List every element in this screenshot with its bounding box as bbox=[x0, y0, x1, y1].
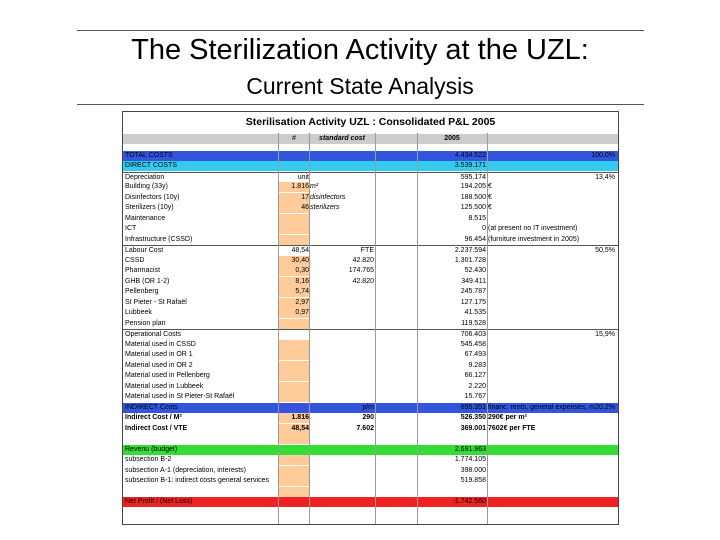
cell-unit bbox=[278, 382, 309, 392]
cell-value-2005: 8.515 bbox=[468, 214, 486, 222]
cell-unit bbox=[278, 214, 309, 224]
cell-standard-cost: 174.765 bbox=[348, 267, 374, 274]
cell-value-2005: 67.493 bbox=[464, 351, 486, 358]
cell-label: Revenu (budget) bbox=[125, 445, 178, 453]
cell-label: subsection B-2 bbox=[125, 456, 172, 463]
cell-percent bbox=[571, 319, 615, 329]
table-row bbox=[123, 287, 618, 297]
cell-percent: 15,9% bbox=[595, 331, 615, 338]
cell-value-2005: 4.434.522 bbox=[454, 151, 486, 159]
cell-value-2005: 245.787 bbox=[460, 288, 486, 295]
cell-value-2005: 52.430 bbox=[464, 267, 486, 274]
cell-value-2005: 119.528 bbox=[461, 319, 486, 327]
slide-subtitle: Current State Analysis bbox=[246, 73, 474, 99]
cell-unit bbox=[278, 235, 309, 245]
cell-note bbox=[488, 151, 568, 161]
cell-label: Material used in Pellenberg bbox=[125, 372, 210, 379]
cell-note bbox=[488, 445, 568, 455]
table-row bbox=[123, 361, 618, 371]
cell-percent bbox=[571, 298, 615, 308]
cell-percent bbox=[571, 266, 615, 276]
cell-label: Lubbeek bbox=[125, 309, 152, 316]
cell-value-2005: 125.500 bbox=[460, 204, 486, 211]
cell-note bbox=[488, 161, 568, 171]
table-row bbox=[123, 151, 618, 161]
cell-note bbox=[488, 298, 568, 308]
cell-label: Operational Costs bbox=[125, 331, 182, 338]
cell-percent bbox=[571, 214, 615, 224]
cell-unit: 30,40 bbox=[278, 256, 309, 266]
cell-percent: 50,5% bbox=[595, 247, 615, 254]
cell-value-2005: 2.237.594 bbox=[454, 247, 486, 254]
cell-note bbox=[488, 455, 568, 465]
top-rule bbox=[77, 30, 644, 31]
cell-standard-cost bbox=[310, 361, 374, 371]
table-row bbox=[123, 319, 618, 329]
cell-standard-cost bbox=[310, 161, 374, 171]
cell-label: Material used in Lubbeek bbox=[125, 382, 204, 390]
table-row bbox=[123, 256, 618, 266]
table-row bbox=[123, 235, 618, 245]
cell-label bbox=[125, 487, 278, 497]
cell-percent: 13,4% bbox=[595, 173, 615, 181]
cell-unit: 48,54 bbox=[291, 247, 309, 254]
cell-percent bbox=[571, 382, 615, 392]
table-row bbox=[123, 392, 618, 402]
table-row bbox=[123, 424, 618, 434]
cell-note bbox=[488, 497, 568, 507]
cell-unit: 0,97 bbox=[278, 308, 309, 318]
cell-value-2005: 41.535 bbox=[464, 309, 486, 316]
cell-percent bbox=[571, 277, 615, 287]
cell-value-2005: 127.175 bbox=[460, 298, 486, 306]
cell-note: 7602€ per FTE bbox=[488, 424, 536, 432]
cell-percent bbox=[571, 350, 615, 360]
cell-standard-cost bbox=[310, 476, 374, 486]
cell-note: financ. rents, general expenses, m bbox=[488, 403, 596, 411]
grid-line bbox=[375, 133, 376, 524]
cell-note bbox=[488, 340, 568, 350]
cell-label: Material used in OR 2 bbox=[125, 361, 193, 369]
cell-percent bbox=[571, 497, 615, 507]
cell-label: CSSD bbox=[125, 256, 145, 264]
cell-value-2005: 9.283 bbox=[468, 361, 486, 369]
cell-standard-cost bbox=[310, 151, 374, 161]
table-row bbox=[123, 340, 618, 350]
cell-percent bbox=[571, 434, 615, 444]
cell-standard-cost bbox=[310, 455, 374, 465]
cell-value-2005: 595.174 bbox=[460, 173, 486, 181]
cell-note bbox=[488, 466, 568, 476]
cell-standard-cost bbox=[310, 466, 374, 476]
cell-label: Disinfectors (10y) bbox=[125, 193, 180, 201]
cell-unit: unit bbox=[297, 173, 309, 181]
cell-label: subsection B-1: indirect costs general services bbox=[125, 477, 269, 484]
cell-label bbox=[125, 434, 278, 444]
slide-title: The Sterilization Activity at the UZL: bbox=[131, 34, 589, 66]
cell-label: Sterilizers (10y) bbox=[125, 204, 174, 211]
cell-label: Material used in CSSD bbox=[125, 340, 196, 348]
table-row bbox=[123, 182, 618, 192]
cell-value-2005: 706.403 bbox=[460, 331, 486, 338]
cell-value-2005: 526.350 bbox=[460, 414, 486, 421]
cell-percent bbox=[571, 203, 615, 213]
cell-unit bbox=[278, 224, 309, 234]
cell-note bbox=[488, 214, 568, 224]
cell-standard-cost bbox=[310, 434, 374, 444]
cell-standard-cost: m² bbox=[310, 183, 319, 190]
cell-value-2005: 545.458 bbox=[460, 340, 486, 348]
cell-note: € bbox=[488, 193, 492, 201]
cell-standard-cost: 42.820 bbox=[352, 277, 374, 285]
cell-percent bbox=[571, 424, 615, 434]
cell-unit: 5,74 bbox=[278, 287, 309, 297]
cell-value-2005: 3.539.171 bbox=[454, 162, 486, 169]
table-row bbox=[123, 455, 618, 465]
cell-note bbox=[488, 361, 568, 371]
cell-unit bbox=[278, 350, 309, 360]
cell-unit bbox=[279, 466, 309, 476]
cell-unit bbox=[278, 319, 309, 329]
cell-label: Net Profit / (Net Loss) bbox=[125, 498, 193, 505]
cell-label: TOTAL COSTS bbox=[125, 151, 173, 159]
cell-label: Maintenance bbox=[125, 214, 166, 222]
table-row bbox=[123, 476, 618, 486]
cell-unit bbox=[279, 445, 309, 455]
grid-line bbox=[309, 133, 310, 524]
table-row bbox=[123, 403, 618, 413]
cell-percent bbox=[571, 466, 615, 476]
cell-percent bbox=[571, 476, 615, 486]
cell-unit bbox=[279, 161, 309, 171]
cell-standard-cost: 7.602 bbox=[356, 424, 374, 432]
table-row bbox=[123, 298, 618, 308]
table-row bbox=[123, 277, 618, 287]
cell-value-2005: 66.127 bbox=[464, 372, 486, 379]
header-year: 2005 bbox=[444, 135, 460, 142]
cell-unit bbox=[279, 434, 309, 444]
cell-value-2005: 2.220 bbox=[468, 382, 486, 390]
cell-value-2005: 519.858 bbox=[460, 477, 486, 484]
cell-percent bbox=[571, 182, 615, 192]
cell-percent bbox=[571, 161, 615, 171]
cell-standard-cost bbox=[310, 497, 374, 507]
cell-unit: 8,16 bbox=[278, 277, 309, 287]
cell-label: Material used in St Pieter-St Rafaël bbox=[125, 393, 235, 400]
bottom-rule bbox=[77, 104, 644, 105]
cell-standard-cost: p/m bbox=[362, 403, 374, 411]
cell-unit bbox=[279, 403, 309, 413]
cell-standard-cost: FTE bbox=[360, 247, 374, 254]
cell-percent bbox=[571, 287, 615, 297]
table-row bbox=[123, 497, 618, 507]
cell-value-2005 bbox=[418, 487, 486, 497]
cell-unit bbox=[279, 151, 309, 161]
cell-percent bbox=[571, 371, 615, 381]
table-row bbox=[123, 161, 618, 171]
cell-percent: 100,0% bbox=[591, 151, 615, 159]
cell-standard-cost bbox=[310, 319, 374, 329]
cell-standard-cost: disinfectors bbox=[310, 193, 346, 201]
cell-standard-cost bbox=[310, 350, 374, 360]
cell-value-2005: 2.691.963 bbox=[454, 445, 486, 453]
cell-standard-cost bbox=[310, 308, 374, 318]
cell-value-2005: -1.742.560 bbox=[452, 498, 486, 505]
cell-unit: 46 bbox=[278, 203, 309, 213]
cell-unit: 48,54 bbox=[278, 424, 309, 434]
cell-unit bbox=[279, 476, 309, 486]
cell-standard-cost bbox=[310, 287, 374, 297]
cell-percent bbox=[571, 487, 615, 497]
sheet-header-row bbox=[123, 134, 618, 144]
cell-label: DIRECT COSTS bbox=[125, 162, 177, 169]
grid-line bbox=[487, 133, 488, 524]
cell-note bbox=[488, 382, 568, 392]
cell-label: Depreciation bbox=[125, 173, 165, 181]
cell-percent bbox=[571, 193, 615, 203]
grid-line bbox=[417, 133, 418, 524]
table-row bbox=[123, 413, 618, 423]
cell-standard-cost bbox=[310, 371, 374, 381]
cell-standard-cost bbox=[310, 214, 374, 224]
cell-percent bbox=[571, 392, 615, 402]
cell-standard-cost: sterilizers bbox=[310, 204, 340, 211]
cell-standard-cost bbox=[310, 224, 374, 234]
cell-note bbox=[488, 319, 568, 329]
cell-percent bbox=[571, 224, 615, 234]
cell-percent: 20,2% bbox=[595, 403, 615, 411]
cell-note bbox=[488, 256, 568, 266]
cell-label: Labour Cost bbox=[125, 247, 164, 254]
table-row bbox=[123, 371, 618, 381]
cell-value-2005: 398.000 bbox=[460, 466, 486, 474]
cell-label: St Pieter - St Rafaël bbox=[125, 298, 187, 306]
sheet-title: Sterilisation Activity UZL : Consolidated P&L 2005 bbox=[245, 116, 496, 128]
table-row bbox=[123, 445, 618, 455]
cell-label: Pellenberg bbox=[125, 288, 159, 295]
cell-percent bbox=[571, 455, 615, 465]
cell-value-2005: 1.774.105 bbox=[454, 456, 486, 463]
header-count: # bbox=[292, 135, 296, 142]
cell-value-2005: 1.301.728 bbox=[454, 256, 486, 264]
cell-standard-cost bbox=[310, 340, 374, 350]
pl-spreadsheet bbox=[123, 112, 618, 524]
cell-percent bbox=[571, 235, 615, 245]
cell-note: (at present no IT investment) bbox=[488, 225, 578, 232]
cell-note: € bbox=[488, 204, 492, 211]
cell-value-2005: 96.454 bbox=[464, 235, 486, 243]
table-row bbox=[123, 329, 618, 340]
cell-note bbox=[488, 476, 568, 486]
table-row bbox=[123, 382, 618, 392]
table-row bbox=[123, 172, 618, 183]
cell-note bbox=[488, 371, 568, 381]
cell-note bbox=[488, 392, 568, 402]
cell-label: ICT bbox=[125, 225, 137, 232]
cell-percent bbox=[571, 361, 615, 371]
cell-unit bbox=[278, 371, 309, 381]
cell-label: Indirect Cost / M² bbox=[125, 414, 182, 421]
cell-note bbox=[488, 487, 568, 497]
table-row bbox=[123, 203, 618, 213]
cell-label: subsection A-1 (depreciation, interests) bbox=[125, 466, 247, 474]
cell-unit: 17 bbox=[278, 193, 309, 203]
cell-value-2005: 194.205 bbox=[460, 183, 486, 190]
table-row bbox=[123, 245, 618, 256]
cell-label: GHB (OR 1-2) bbox=[125, 277, 170, 285]
cell-label: Indirect Cost / VTE bbox=[125, 424, 188, 432]
table-row bbox=[123, 350, 618, 360]
cell-standard-cost bbox=[310, 298, 374, 308]
table-row bbox=[123, 434, 618, 444]
cell-standard-cost bbox=[310, 487, 374, 497]
cell-percent bbox=[571, 445, 615, 455]
cell-label: Material used in OR 1 bbox=[125, 351, 193, 358]
cell-note: (furniture investment in 2005) bbox=[488, 235, 580, 243]
cell-note: 290€ per m² bbox=[488, 414, 527, 421]
cell-standard-cost: 290 bbox=[362, 414, 374, 421]
cell-label: Infrastructure (CSSD) bbox=[125, 235, 193, 243]
cell-value-2005: 349.411 bbox=[461, 277, 486, 285]
cell-unit bbox=[278, 361, 309, 371]
cell-standard-cost bbox=[310, 382, 374, 392]
cell-value-2005: 188.500 bbox=[460, 193, 486, 201]
cell-percent bbox=[571, 308, 615, 318]
cell-note bbox=[488, 277, 568, 287]
table-row bbox=[123, 214, 618, 224]
cell-value-2005: 15.767 bbox=[464, 393, 486, 400]
cell-unit bbox=[279, 487, 309, 497]
cell-standard-cost bbox=[310, 445, 374, 455]
cell-percent bbox=[571, 340, 615, 350]
header-standard-cost: standard cost bbox=[319, 135, 365, 142]
table-row bbox=[123, 487, 618, 497]
cell-value-2005: 895.351 bbox=[460, 403, 486, 411]
table-row bbox=[123, 193, 618, 203]
cell-unit bbox=[278, 392, 309, 402]
cell-note bbox=[488, 350, 568, 360]
cell-note bbox=[488, 266, 568, 276]
cell-note: € bbox=[488, 183, 492, 190]
cell-unit bbox=[278, 340, 309, 350]
cell-standard-cost: 42.820 bbox=[352, 256, 374, 264]
cell-label: Building (33y) bbox=[125, 183, 168, 190]
cell-note bbox=[488, 434, 568, 444]
cell-unit bbox=[279, 497, 309, 507]
cell-label: INDIRECT Costs bbox=[125, 403, 178, 411]
cell-value-2005 bbox=[418, 434, 486, 444]
cell-note bbox=[488, 287, 568, 297]
cell-note bbox=[488, 308, 568, 318]
cell-unit: 1.816 bbox=[278, 182, 309, 192]
table-row bbox=[123, 308, 618, 318]
table-row bbox=[123, 266, 618, 276]
grid-line bbox=[278, 133, 279, 524]
cell-percent bbox=[571, 256, 615, 266]
cell-unit: 2,97 bbox=[278, 298, 309, 308]
table-row bbox=[123, 224, 618, 234]
cell-standard-cost bbox=[310, 392, 374, 402]
cell-unit: 1.816 bbox=[278, 413, 309, 423]
cell-unit bbox=[279, 455, 309, 465]
cell-label: Pharmacist bbox=[125, 267, 161, 274]
cell-value-2005: 369.001 bbox=[460, 424, 486, 432]
cell-value-2005: 0 bbox=[482, 225, 486, 232]
table-row bbox=[123, 466, 618, 476]
cell-unit: 0,30 bbox=[278, 266, 309, 276]
cell-percent bbox=[571, 413, 615, 423]
cell-standard-cost bbox=[310, 235, 374, 245]
cell-label: Pension plan bbox=[125, 319, 166, 327]
